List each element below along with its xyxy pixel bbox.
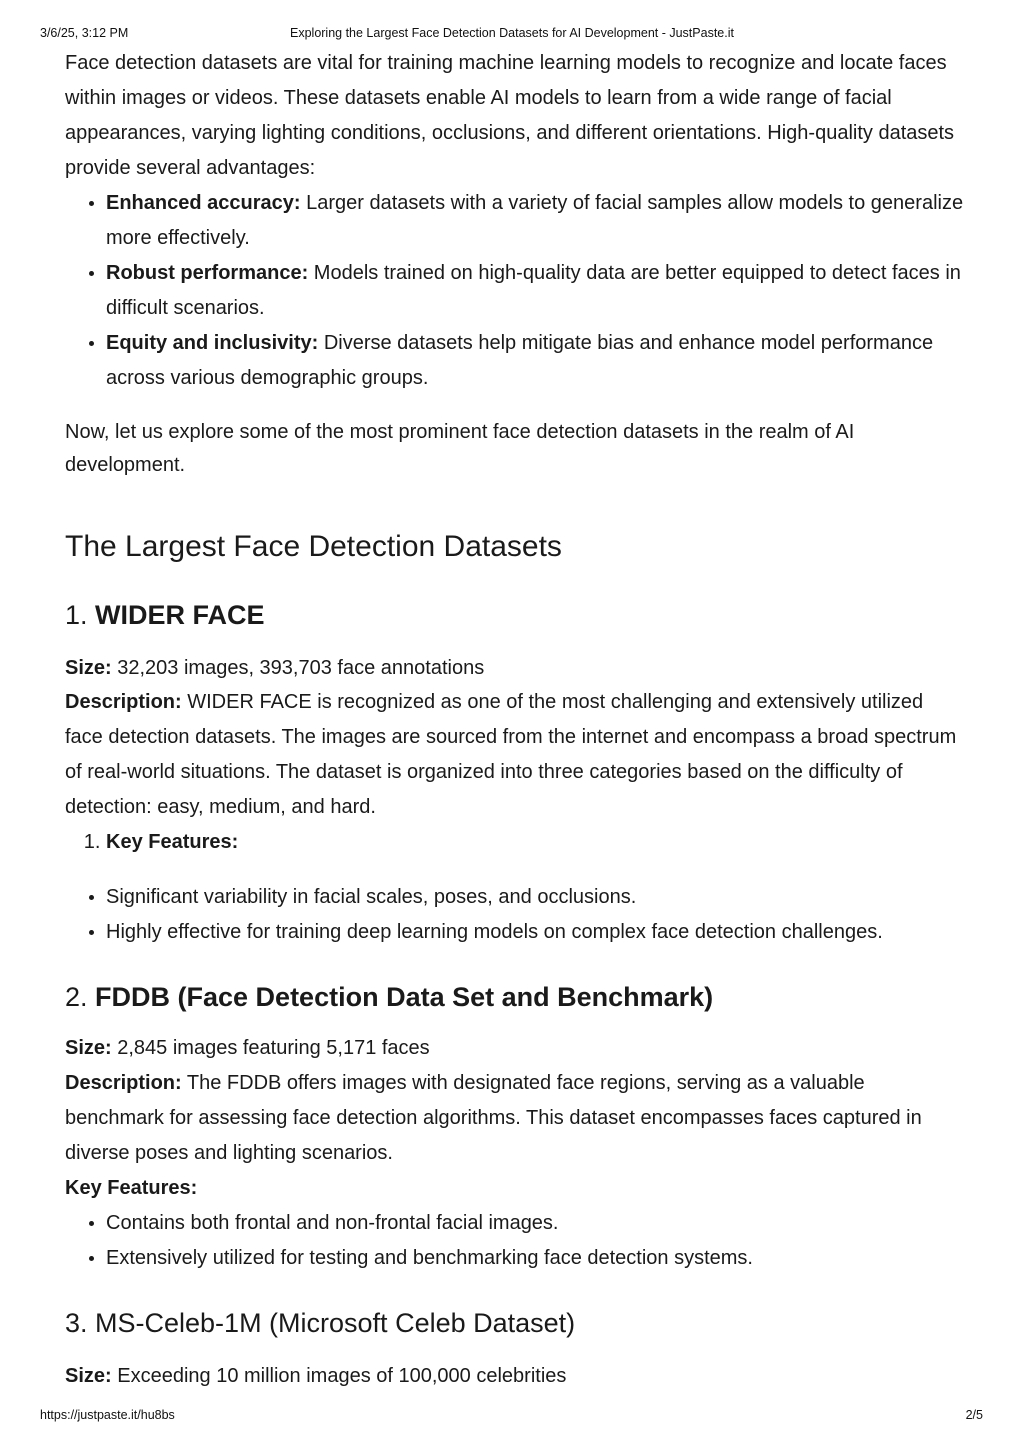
page-url: https://justpaste.it/hu8bs: [40, 1408, 175, 1422]
page-number: 2/5: [965, 1408, 983, 1422]
size-value: Exceeding 10 million images of 100,000 celebrities: [111, 1365, 567, 1387]
size-label: Size:: [65, 1365, 112, 1387]
features-heading-list: [65, 825, 965, 860]
description-label: Description:: [65, 1072, 182, 1094]
advantage-label: Robust performance:: [106, 262, 309, 284]
transition-paragraph: Now, let us explore some of the most prominent face detection datasets in the realm of AI development.: [65, 421, 855, 476]
list-item: [106, 825, 965, 860]
advantage-text: Larger datasets with a variety of facial samples allow models to generalize more effectively.: [106, 192, 964, 249]
list-item: • Extensively utilized for testing and benchmarking face detection systems.: [106, 1241, 965, 1276]
dataset-name: WIDER FACE: [95, 600, 265, 630]
print-header: [0, 26, 1024, 44]
size-label: Size:: [65, 657, 112, 679]
section-title: The Largest Face Detection Datasets: [65, 530, 562, 563]
dataset-description: [65, 1066, 965, 1171]
list-item: • Contains both frontal and non-frontal facial images.: [106, 1206, 965, 1241]
list-item: [106, 326, 965, 396]
print-page-title: Exploring the Largest Face Detection Datasets for AI Development - JustPaste.it: [290, 26, 734, 40]
advantage-label: Equity and inclusivity:: [106, 332, 319, 354]
features-list: [65, 1206, 965, 1276]
dataset-number: 2.: [65, 982, 96, 1012]
dataset-size: [65, 1031, 965, 1066]
size-value: 32,203 images, 393,703 face annotations: [111, 657, 485, 679]
list-item: • Significant variability in facial scales, poses, and occlusions.: [106, 880, 965, 915]
intro-paragraph: Face detection datasets are vital for training machine learning models to recognize and locate faces within images or videos. These datasets enable AI models to learn from a wide range of facial appearances, varying lighting conditions, occlusions, and different orientations. High-quality datasets provide several advantages:: [65, 52, 955, 179]
dataset-title: [65, 599, 965, 631]
size-value: 2,845 images featuring 5,171 faces: [111, 1037, 430, 1059]
list-item: • Highly effective for training deep learning models on complex face detection challenges.: [106, 915, 965, 950]
advantage-text: Diverse datasets help mitigate bias and enhance model performance across various demographic groups.: [106, 332, 934, 389]
dataset-name: FDDB (Face Detection Data Set and Benchmark): [95, 982, 714, 1012]
dataset-title: [65, 981, 965, 1013]
dataset-title: 3. MS-Celeb-1M (Microsoft Celeb Dataset): [65, 1308, 576, 1338]
dataset-description: [65, 685, 965, 825]
advantage-label: Enhanced accuracy:: [106, 192, 301, 214]
print-datetime: 3/6/25, 3:12 PM: [40, 26, 129, 40]
description-label: Description:: [65, 691, 182, 713]
advantages-list: [65, 186, 965, 396]
description-text: The FDDB offers images with designated face regions, serving as a valuable benchmark for assessing face detection algorithms. This dataset encompasses faces captured in diverse poses and lighting scenarios.: [65, 1072, 922, 1164]
dataset-number: 1.: [65, 600, 96, 630]
article-body: [65, 46, 965, 1394]
list-item: [106, 256, 965, 326]
advantage-text: Models trained on high-quality data are better equipped to detect faces in difficult scenarios.: [106, 262, 961, 319]
features-label: Key Features:: [65, 1177, 198, 1199]
dataset-size: [65, 651, 965, 685]
description-text: WIDER FACE is recognized as one of the most challenging and extensively utilized face detection datasets. The images are sourced from the internet and encompass a broad spectrum of real-world situations. The dataset is organized into three categories based on the difficulty of detection: easy, medium, and hard.: [65, 691, 957, 818]
features-label: Key Features:: [106, 831, 239, 853]
list-item: [106, 186, 965, 256]
features-list: [65, 880, 965, 950]
size-label: Size:: [65, 1037, 112, 1059]
print-footer: [0, 1408, 1024, 1426]
dataset-size: [65, 1359, 965, 1394]
features-heading: [65, 1171, 965, 1206]
